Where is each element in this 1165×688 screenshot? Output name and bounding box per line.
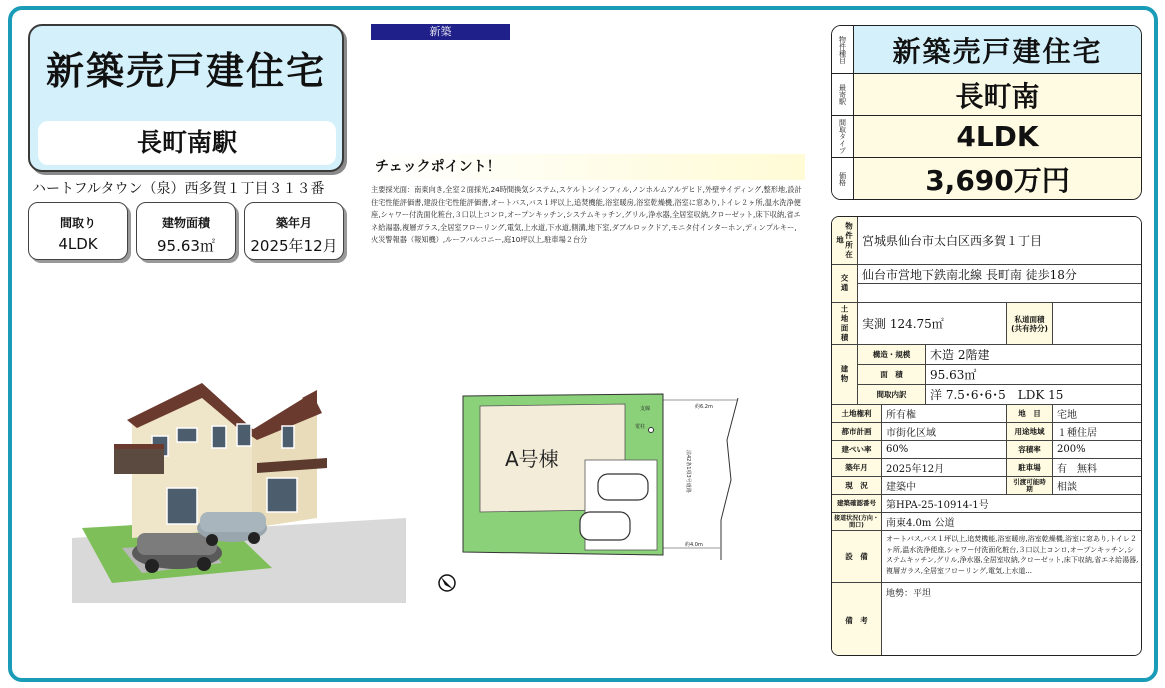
detail-label: 建物 xyxy=(832,345,858,405)
detail-label: 用途地域 xyxy=(1007,423,1053,441)
summary-row-layout xyxy=(832,116,1141,158)
detail-label: 建ぺい率 xyxy=(832,441,882,459)
detail-rooms: 洋 7.5･6･6･5 LDK 15 xyxy=(926,385,1142,405)
summary-type-value: 新築売戸建住宅 xyxy=(892,34,1103,68)
summary-label: 最寄駅 xyxy=(832,74,854,115)
detail-building-area: 95.63㎡ xyxy=(926,365,1142,385)
spec-layout xyxy=(28,202,128,260)
detail-far: 200% xyxy=(1053,441,1142,459)
summary-table xyxy=(831,25,1142,200)
detail-equipment: オートバス,バス１坪以上,追焚機能,浴室暖房,浴室乾燥機,浴室に窓あり,トイレ２ヶ所,温水洗浄便座,シャワー付洗面化粧台,３口以上コンロ,オープンキッチン,システムキッチン,グリル,浄水器,全居室収納,クローゼット,床下収納,省エネ給湯器,複層ガラス,全居室フローリング,電気,上水道... xyxy=(882,531,1142,583)
detail-label: 駐車場 xyxy=(1007,459,1053,477)
spec-value: 2025年12月 xyxy=(250,237,338,255)
plan-building-label: A号棟 xyxy=(505,447,559,471)
detail-label: 接道状況(方向・間口) xyxy=(832,513,882,531)
title-card xyxy=(28,24,344,172)
detail-label: 土地権利 xyxy=(832,405,882,423)
plan-wall-label: 支線 xyxy=(640,406,651,412)
detail-land-right: 所有権 xyxy=(882,405,1007,423)
detail-label: 地 目 xyxy=(1007,405,1053,423)
summary-label: 間取タイプ xyxy=(832,116,854,157)
summary-label: 物件種目 xyxy=(832,26,854,73)
summary-label: 価格 xyxy=(832,158,854,199)
detail-handover: 相談 xyxy=(1053,477,1142,495)
detail-label: 構造・規模 xyxy=(858,345,926,365)
spec-label: 建物面積 xyxy=(161,216,210,230)
detail-label: 都市計画 xyxy=(832,423,882,441)
spec-building-area xyxy=(136,202,236,260)
house-rendering-image xyxy=(72,378,406,603)
detail-label: 私道面積 (共有持分) xyxy=(1007,303,1053,345)
detail-land-type: 宅地 xyxy=(1053,405,1142,423)
detail-label: 設 備 xyxy=(832,531,882,583)
detail-status: 建築中 xyxy=(882,477,1007,495)
detail-zoning: １種住居 xyxy=(1053,423,1142,441)
detail-transport-empty xyxy=(858,284,1142,303)
summary-row-price xyxy=(832,158,1141,199)
summary-row-type xyxy=(832,26,1141,74)
detail-label: 物件所在地 xyxy=(832,217,858,265)
plan-dim-top: 約6.2m xyxy=(695,404,713,410)
plan-road-label: 法42条1項3号道路 xyxy=(685,450,691,493)
detail-structure: 木造 2階建 xyxy=(926,345,1142,365)
detail-city-plan: 市街化区域 xyxy=(882,423,1007,441)
detail-transport: 仙台市営地下鉄南北線 長町南 徒歩18分 xyxy=(858,265,1142,284)
spec-boxes xyxy=(28,202,346,260)
detail-label: 土地面積 xyxy=(832,303,858,345)
checkpoint-text: 主要採光面：南東向き,全室２面採光,24時間換気システム,スケルトンインフィル,ノンホルムアルデヒド,外壁サイディング,整形地,設計住宅性能評価書,建設住宅性能評価書,オートバス,バス１坪以上,追焚機能,浴室暖房,浴室乾燥機,浴室に窓あり,トイレ２ヶ所,温水洗浄便座,シャワー付洗面化粧台,３口以上コンロ,オープンキッチン,システムキッチン,グリル,浄水器,全居室収納,クローゼット,床下収納,省エネ給湯器,複層ガラス,全居室フローリング,電気,上水道,下水道,側溝,地下室,ダブルロックドア,モニタ付インターホン,ディンプルキー,火災警報器（報知機）,ルーフバルコニー,庭10坪以上,駐車場２台分 xyxy=(371,185,802,244)
detail-label: 引渡可能時期 xyxy=(1007,477,1053,495)
summary-station-value: 長町南 xyxy=(955,79,1040,113)
compass-icon xyxy=(439,575,455,591)
spec-label: 間取り xyxy=(59,216,96,230)
checkpoint-title: チェックポイント！ xyxy=(371,154,805,180)
detail-built: 2025年12月 xyxy=(882,459,1007,477)
detail-location: 宮城県仙台市太白区西多賀１丁目 xyxy=(858,217,1142,265)
site-plan-image xyxy=(435,380,755,600)
page-title: 新築売戸建住宅 xyxy=(45,49,326,93)
detail-label: 備 考 xyxy=(832,583,882,656)
detail-label: 容積率 xyxy=(1007,441,1053,459)
detail-remarks: 地勢：平坦 xyxy=(882,583,1142,656)
detail-land-area: 実測 124.75㎡ xyxy=(858,303,1007,345)
summary-row-station xyxy=(832,74,1141,116)
summary-price-value: 3,690万円 xyxy=(925,163,1070,197)
detail-road: 南東4.0m 公道 xyxy=(882,513,1142,531)
spec-label: 築年月 xyxy=(275,216,312,230)
spec-built-date xyxy=(244,202,344,260)
new-badge: 新築 xyxy=(371,24,510,40)
station-name: 長町南駅 xyxy=(38,121,336,165)
detail-bcr: 60% xyxy=(882,441,1007,459)
spec-value: 95.63㎡ xyxy=(157,237,215,255)
detail-label: 現 況 xyxy=(832,477,882,495)
detail-label: 間取内訳 xyxy=(858,385,926,405)
spec-value: 4LDK xyxy=(58,235,98,253)
detail-private-road xyxy=(1053,303,1142,345)
detail-label: 面 積 xyxy=(858,365,926,385)
property-address: ハートフルタウン（泉）西多賀１丁目３１３番 xyxy=(32,181,325,197)
detail-label: 築年月 xyxy=(832,459,882,477)
detail-parking: 有 無料 xyxy=(1053,459,1142,477)
detail-label: 建築確認番号 xyxy=(832,495,882,513)
summary-layout-value: 4LDK xyxy=(956,120,1039,153)
detail-permit: 第HPA-25-10914-1号 xyxy=(882,495,1142,513)
plan-meter-label: 電柱 xyxy=(635,424,646,430)
detail-table xyxy=(831,216,1142,656)
detail-label: 交通 xyxy=(832,265,858,303)
plan-dim-bottom: 約4.0m xyxy=(685,542,703,548)
